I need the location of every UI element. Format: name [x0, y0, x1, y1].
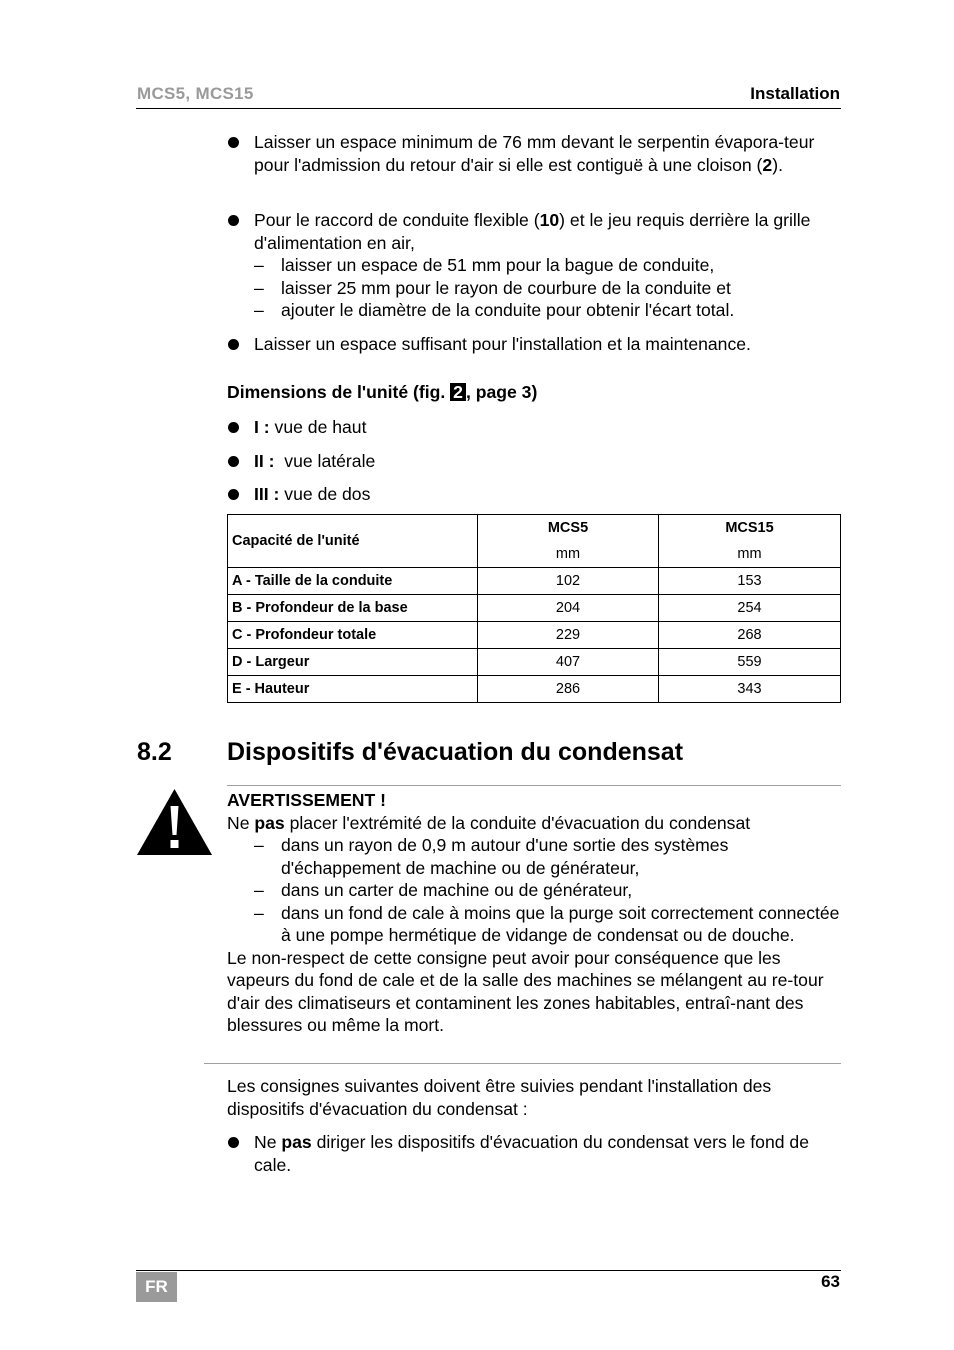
language-badge: FR — [136, 1272, 177, 1302]
view-item: II : vue latérale — [227, 450, 840, 473]
warning-item: – dans un rayon de 0,9 m autour d'une sortie des systèmes d'échappement de machine ou de générateur, — [254, 835, 729, 878]
header-rule — [136, 108, 841, 109]
sub-item: – ajouter le diamètre de la conduite pour obtenir l'écart total. — [254, 300, 735, 320]
table-col-mcs5: MCS5 — [478, 515, 659, 542]
header-models: MCS5, MCS15 — [137, 84, 254, 103]
figure-number-badge: 2 — [450, 383, 466, 401]
bullet-item: Pour le raccord de conduite flexible (10) et le jeu requis derrière la grille d'alimentation en air, – laisser un espace de 51 mm pour la bague de conduite, – laisser 25 mm pour le rayon de courbure de la conduite et – ajouter le diamètre de la conduite pour obtenir l'écart total. — [227, 209, 840, 322]
header-section: Installation — [750, 84, 840, 103]
section-number: 8.2 — [137, 738, 172, 766]
bullet-dot-icon — [228, 137, 239, 148]
table-row: E - Hauteur 286 343 — [228, 676, 841, 703]
divider — [227, 785, 841, 786]
divider — [204, 1063, 841, 1064]
section-title: Dispositifs d'évacuation du condensat — [227, 738, 684, 766]
table-row: C - Profondeur totale 229 268 — [228, 622, 841, 649]
sub-item: – laisser 25 mm pour le rayon de courbure de la conduite et — [254, 277, 731, 298]
warning-item: – dans un carter de machine ou de générateur, — [254, 880, 633, 900]
bullet-dot-icon — [228, 422, 239, 433]
warning-consequence: Le non-respect de cette consigne peut avoir pour conséquence que les vapeurs du fond de cale et de la salle des machines se mélangent au re-tour d'air des climatiseurs et contaminent les zones habitables, entraî-nant des blessures ou même la mort. — [227, 947, 824, 1035]
footer-rule — [136, 1270, 841, 1271]
warning-triangle-icon — [136, 788, 213, 856]
bullet-item: Laisser un espace minimum de 76 mm devant le serpentin évapora-teur pour l'admission du retour d'air si elle est contiguë à une cloison (2). — [227, 131, 840, 176]
bullet-item: Laisser un espace suffisant pour l'installation et la maintenance. — [227, 333, 840, 356]
sub-item: – laisser un espace de 51 mm pour la bague de conduite, — [254, 255, 715, 275]
dimensions-table — [227, 514, 841, 703]
bullet-dot-icon — [228, 489, 239, 500]
table-header-label: Capacité de l'unité — [228, 515, 478, 568]
table-col-mcs15: MCS15 — [659, 515, 841, 542]
warning-intro: Ne pas placer l'extrémité de la conduite d'évacuation du condensat — [227, 812, 751, 833]
bullet-item: Ne pas diriger les dispositifs d'évacuation du condensat vers le fond de cale. — [227, 1131, 840, 1176]
view-item: III : vue de dos — [227, 483, 840, 506]
dimensions-heading: Dimensions de l'unité (fig. 2 , page 3) — [227, 382, 538, 402]
table-row: A - Taille de la conduite 102 153 — [228, 568, 841, 595]
page-number: 63 — [821, 1272, 840, 1291]
table-unit: mm — [659, 541, 841, 568]
warning-block — [227, 789, 841, 1037]
table-header-row — [228, 515, 841, 542]
bullet-dot-icon — [228, 1137, 239, 1148]
table-unit: mm — [478, 541, 659, 568]
bullet-dot-icon — [228, 339, 239, 350]
warning-item: – dans un fond de cale à moins que la purge soit correctement connectée à une pompe hermétique de vidange de condensat ou de douche. — [254, 902, 840, 945]
warning-title: AVERTISSEMENT ! — [227, 790, 387, 810]
view-item: I : vue de haut — [227, 416, 840, 439]
bullet-dot-icon — [228, 456, 239, 467]
bullet-dot-icon — [228, 215, 239, 226]
table-row: B - Profondeur de la base 204 254 — [228, 595, 841, 622]
table-row: D - Largeur 407 559 — [228, 649, 841, 676]
instructions-paragraph: Les consignes suivantes doivent être suivies pendant l'installation des dispositifs d'évacuation du condensat : — [227, 1076, 772, 1119]
